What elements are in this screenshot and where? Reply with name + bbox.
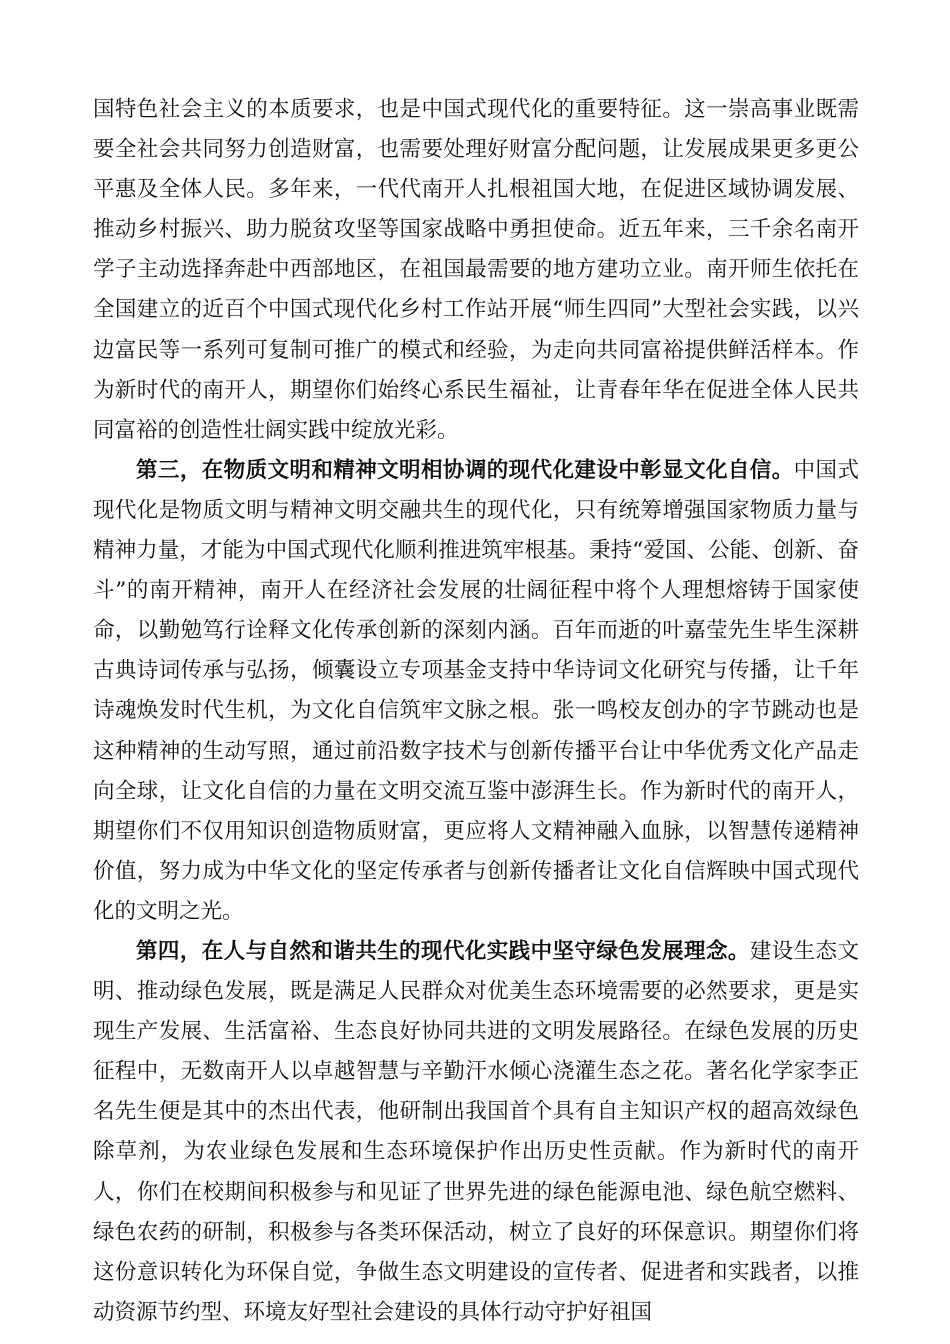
paragraph-cultural-confidence bbox=[93, 451, 859, 932]
document-page bbox=[93, 90, 859, 1333]
paragraph-text: 建设生态文明、推动绿色发展，既是满足人民群众对优美生态环境需要的必然要求，更是实现生产发展、生活富裕、生态良好协同共进的文明发展路径。在绿色发展的历史征程中，无数南开人以卓越智慧与辛勤汗水倾心浇灌生态之花。著名化学家李正名先生便是其中的杰出代表，他研制出我国首个具有自主知识产权的超高效绿色除草剂，为农业绿色发展和生态环境保护作出历史性贡献。作为新时代的南开人，你们在校期间积极参与和见证了世界先进的绿色能源电池、绿色航空燃料、绿色农药的研制，积极参与各类环保活动，树立了良好的环保意识。期望你们将这份意识转化为环保自觉，争做生态文明建设的宣传者、促进者和实践者，以推动资源节约型、环境友好型社会建设的具体行动守护好祖国 bbox=[93, 938, 859, 1325]
paragraph-text: 中国式现代化是物质文明与精神文明交融共生的现代化，只有统筹增强国家物质力量与精神力量，才能为中国式现代化顺利推进筑牢根基。秉持“爱国、公能、创新、奋斗”的南开精神，南开人在经济社会发展的壮阔征程中将个人理想熔铸于国家使命，以勤勉笃行诠释文化传承创新的深刻内涵。百年而逝的叶嘉莹先生毕生深耕古典诗词传承与弘扬，倾囊设立专项基金支持中华诗词文化研究与传播，让千年诗魂焕发时代生机，为文化自信筑牢文脉之根。张一鸣校友创办的字节跳动也是这种精神的生动写照，通过前沿数字技术与创新传播平台让中华优秀文化产品走向全球，让文化自信的力量在文明交流互鉴中澎湃生长。作为新时代的南开人，期望你们不仅用知识创造物质财富，更应将人文精神融入血脉，以智慧传递精神价值，努力成为中华文化的坚定传承者与创新传播者让文化自信辉映中国式现代化的文明之光。 bbox=[93, 457, 859, 924]
paragraph-heading: 第四，在人与自然和谐共生的现代化实践中坚守绿色发展理念。 bbox=[136, 938, 750, 964]
paragraph-green-development bbox=[93, 932, 859, 1333]
paragraph-common-prosperity bbox=[93, 90, 859, 451]
paragraph-text: 国特色社会主义的本质要求，也是中国式现代化的重要特征。这一崇高事业既需要全社会共同努力创造财富，也需要处理好财富分配问题，让发展成果更多更公平惠及全体人民。多年来，一代代南开人扎根祖国大地，在促进区域协调发展、推动乡村振兴、助力脱贫攻坚等国家战略中勇担使命。近五年来，三千余名南开学子主动选择奔赴中西部地区，在祖国最需要的地方建功立业。南开师生依托在全国建立的近百个中国式现代化乡村工作站开展“师生四同”大型社会实践，以兴边富民等一系列可复制可推广的模式和经验，为走向共同富裕提供鲜活样本。作为新时代的南开人，期望你们始终心系民生福祉，让青春年华在促进全体人民共同富裕的创造性壮阔实践中绽放光彩。 bbox=[93, 97, 859, 443]
paragraph-heading: 第三，在物质文明和精神文明相协调的现代化建设中彰显文化自信。 bbox=[136, 457, 794, 483]
